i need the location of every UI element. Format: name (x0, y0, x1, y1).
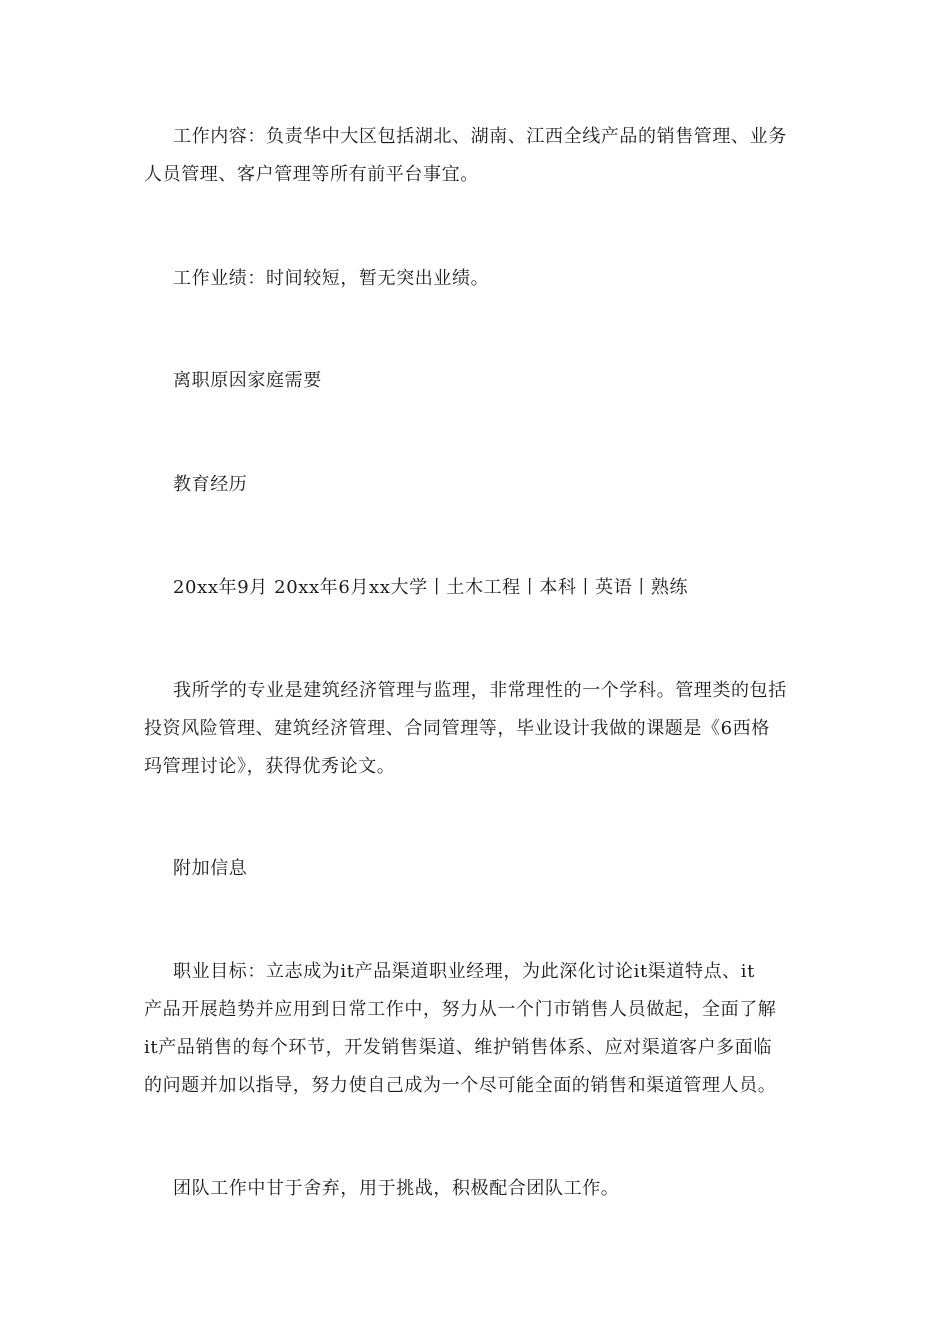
additional-info-heading (144, 850, 808, 888)
leave-reason-paragraph (144, 362, 808, 400)
text-line: 20xx年9月 20xx年6月xx大学丨土木工程丨本科丨英语丨熟练 (173, 577, 689, 598)
text-line: 的问题并加以指导，努力使自己成为一个尽可能全面的销售和渠道管理人员。 (144, 1075, 777, 1096)
work-content-paragraph (144, 118, 808, 194)
text-line: 教育经历 (173, 474, 248, 495)
text-line: 团队工作中甘于舍弃，用于挑战，积极配合团队工作。 (173, 1178, 620, 1199)
career-goal-paragraph (144, 953, 808, 1105)
education-heading (144, 466, 808, 504)
text-line: 职业目标：立志成为it产品渠道职业经理，为此深化讨论it渠道特点、it (173, 961, 755, 982)
text-line: 投资风险管理、建筑经济管理、合同管理等，毕业设计我做的课题是《6西格 (144, 718, 770, 739)
text-line: 人员管理、客户管理等所有前平台事宜。 (144, 164, 479, 185)
major-description-paragraph (144, 672, 808, 786)
text-line: 玛管理讨论》，获得优秀论文。 (144, 756, 396, 777)
text-line: 附加信息 (173, 858, 248, 879)
education-entry (144, 569, 808, 607)
text-line: it产品销售的每个环节，开发销售渠道、维护销售体系、应对渠道客户多面临 (144, 1037, 772, 1058)
work-achievement-paragraph (144, 260, 808, 298)
text-line: 离职原因家庭需要 (173, 370, 322, 391)
text-line: 产品开展趋势并应用到日常工作中，努力从一个门市销售人员做起，全面了解 (144, 999, 777, 1020)
text-line: 工作业绩：时间较短，暂无突出业绩。 (173, 268, 490, 289)
text-line: 我所学的专业是建筑经济管理与监理，非常理性的一个学科。管理类的包括 (173, 680, 787, 701)
text-line: 工作内容：负责华中大区包括湖北、湖南、江西全线产品的销售管理、业务 (173, 126, 787, 147)
teamwork-paragraph (144, 1170, 808, 1208)
